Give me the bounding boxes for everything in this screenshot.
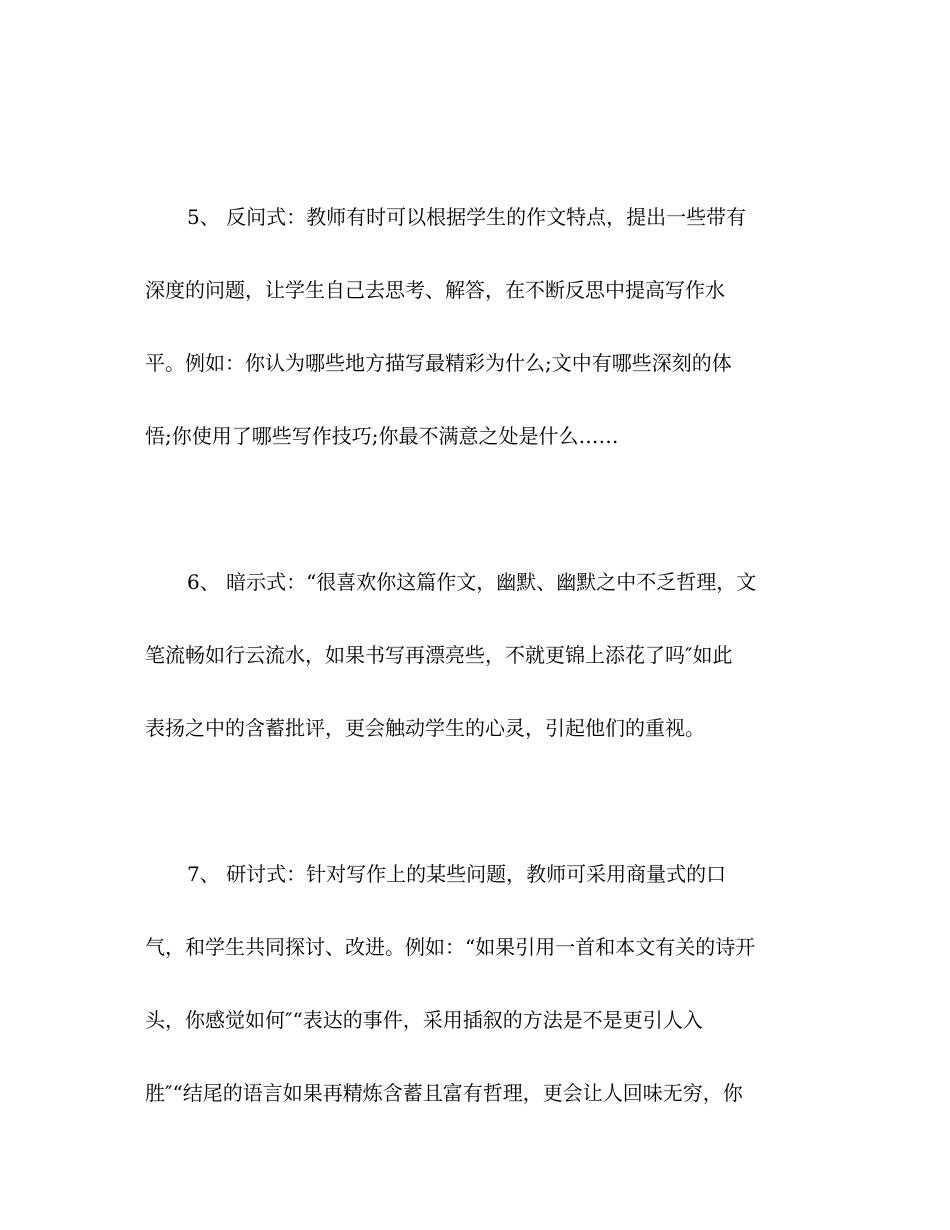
- paragraph-line: 表扬之中的含蓄批评，更会触动学生的心灵，引起他们的重视。: [145, 716, 705, 740]
- paragraph-line: 7、 研讨式：针对写作上的某些问题，教师可采用商量式的口: [187, 862, 727, 886]
- paragraph-line: 5、 反问式：教师有时可以根据学生的作文特点，提出一些带有: [187, 205, 747, 229]
- paragraph-line: 悟;你使用了哪些写作技巧;你最不满意之处是什么……: [145, 424, 619, 448]
- paragraph-line: 6、 暗示式：“很喜欢你这篇作文，幽默、幽默之中不乏哲理，文: [187, 570, 757, 594]
- paragraph-line: 气，和学生共同探讨、改进。例如：“如果引用一首和本文有关的诗开: [145, 935, 756, 959]
- paragraph-line: 平。例如：你认为哪些地方描写最精彩为什么;文中有哪些深刻的体: [145, 351, 732, 375]
- paragraph-line: 深度的问题，让学生自己去思考、解答，在不断反思中提高写作水: [145, 278, 725, 302]
- paragraph-line: 胜″“结尾的语言如果再精炼含蓄且富有哲理，更会让人回味无穷，你: [145, 1081, 743, 1105]
- paragraph-line: 笔流畅如行云流水，如果书写再漂亮些，不就更锦上添花了吗″如此: [145, 643, 733, 667]
- paragraph-line: 头，你感觉如何″“表达的事件，采用插叙的方法是不是更引人入: [145, 1008, 703, 1032]
